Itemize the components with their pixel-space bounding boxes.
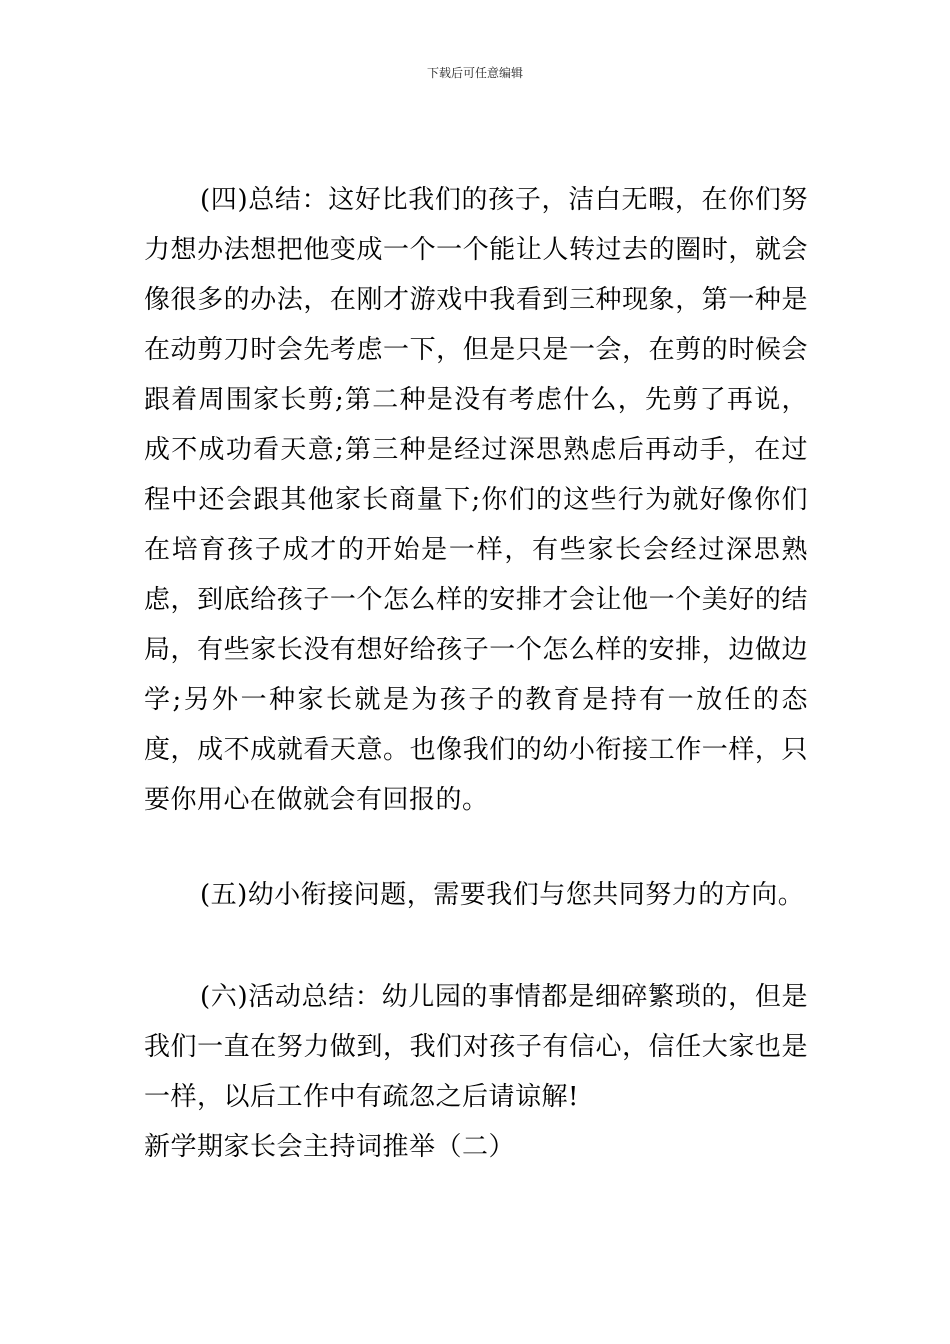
paragraph-activity-summary: (六)活动总结：幼儿园的事情都是细碎繁琐的，但是我们一直在努力做到，我们对孩子有信心，信任大家也是一样，以后工作中有疏忽之后请谅解! — [144, 982, 808, 1112]
paragraph-summary: (四)总结：这好比我们的孩子，洁白无暇，在你们努力想办法想把他变成一个一个能让人转过去的圈时，就会像很多的办法，在刚才游戏中我看到三种现象，第一种是在动剪刀时会先考虑一下，但是只是一会，在剪的时候会跟着周围家长剪;第二种是没有考虑什么，先剪了再说，成不成功看天意;第三种是经过深思熟虑后再动手，在过程中还会跟其他家长商量下;你们的这些行为就好像你们在培育孩子成才的开始是一样，有些家长会经过深思熟虑，到底给孩子一个怎么样的安排才会让他一个美好的结局，有些家长没有想好给孩子一个怎么样的安排，边做边学;另外一种家长就是为孩子的教育是持有一放任的态度，成不成就看天意。也像我们的幼小衔接工作一样，只要你用心在做就会有回报的。 — [144, 185, 808, 815]
page-header-note: 下载后可任意编辑 — [426, 66, 523, 80]
paragraph-transition-issue: (五)幼小衔接问题，需要我们与您共同努力的方向。 — [200, 880, 805, 910]
next-section-title: 新学期家长会主持词推举（二） — [144, 1132, 516, 1162]
